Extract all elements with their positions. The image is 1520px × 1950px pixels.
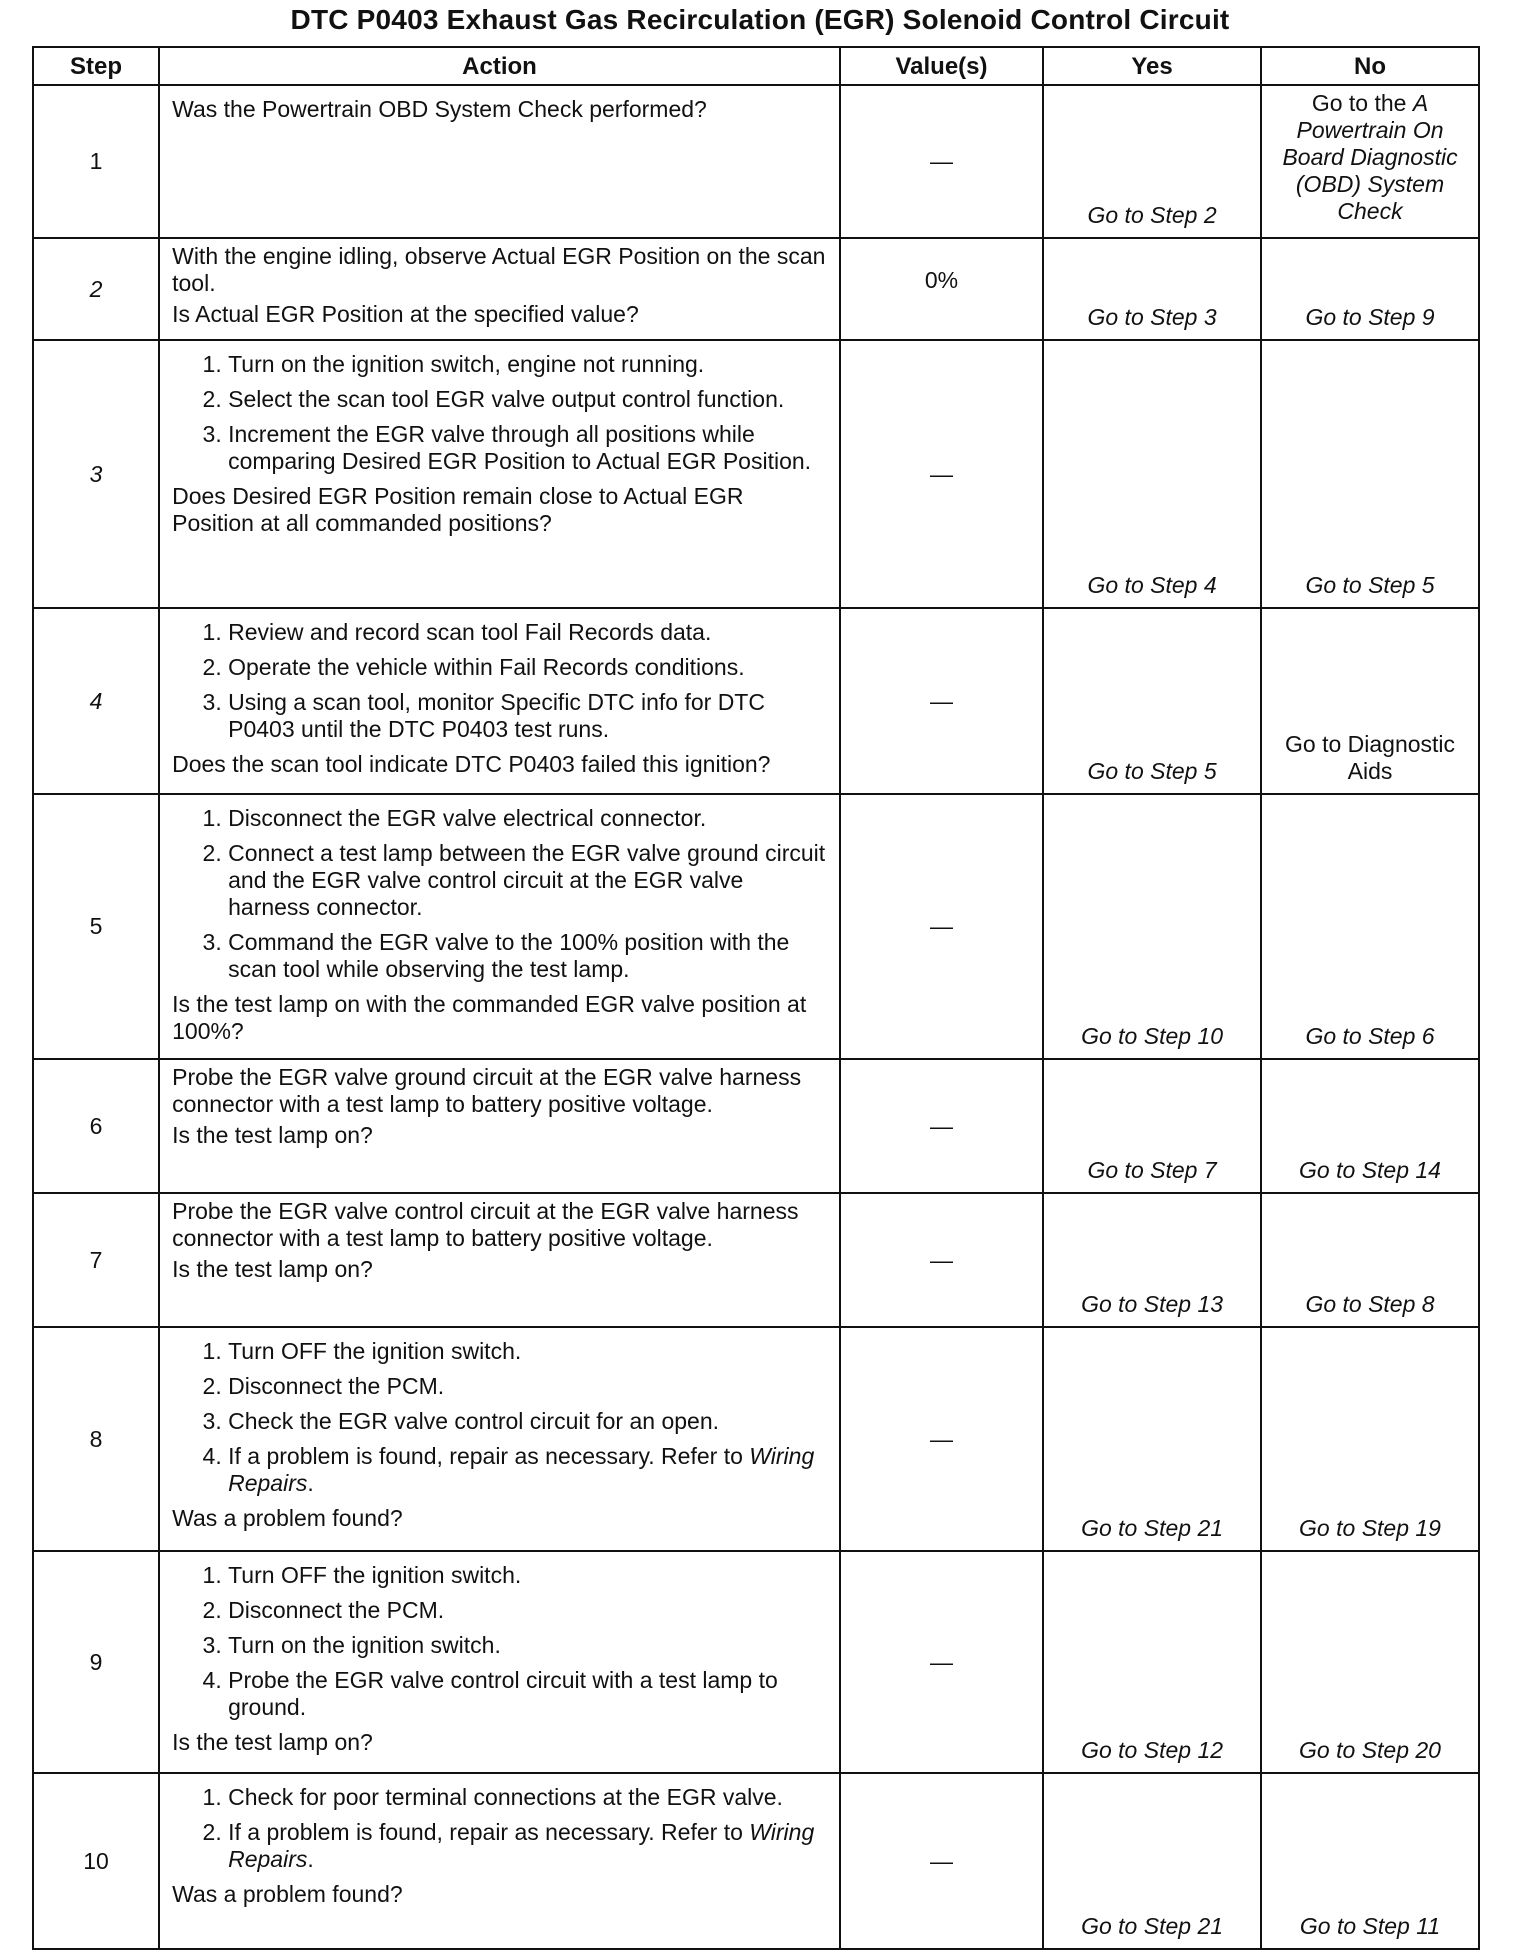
value-cell: 0%: [840, 238, 1043, 340]
step-number: 5: [33, 794, 159, 1059]
action-question: Is the test lamp on with the commanded EGR valve position at 100%?: [172, 991, 807, 1044]
no-link: A Powertrain On Board Diagnostic (OBD) System Check: [1282, 90, 1458, 224]
header-no: No: [1261, 47, 1479, 85]
list-item: 3. Increment the EGR valve through all positions while comparing Desired EGR Position to Actual EGR Position.: [228, 421, 829, 475]
list-item: 2. If a problem is found, repair as necessary. Refer to Wiring Repairs.: [228, 1819, 829, 1873]
action-cell: [159, 1773, 840, 1949]
value-cell: —: [840, 340, 1043, 608]
header-yes: Yes: [1043, 47, 1261, 85]
header-values: Value(s): [840, 47, 1043, 85]
value-cell: —: [840, 608, 1043, 794]
action-cell: [159, 340, 840, 608]
list-item: 1. Turn on the ignition switch, engine not running.: [228, 351, 829, 378]
no-cell: Go to Step 5: [1261, 340, 1479, 608]
action-cell: [159, 1327, 840, 1551]
action-question: Is the test lamp on?: [172, 1122, 373, 1148]
step-number: 7: [33, 1193, 159, 1327]
action-question: Is Actual EGR Position at the specified value?: [172, 301, 639, 327]
table-row: [33, 85, 1479, 238]
table-row: [33, 238, 1479, 340]
page-title: DTC P0403 Exhaust Gas Recirculation (EGR) Solenoid Control Circuit: [290, 4, 1230, 35]
step-number: 3: [33, 340, 159, 608]
yes-cell: Go to Step 3: [1043, 238, 1261, 340]
step-number: 9: [33, 1551, 159, 1773]
table-row: [33, 1059, 1479, 1193]
step-number: 4: [33, 608, 159, 794]
action-question: Does Desired EGR Position remain close to Actual EGR Position at all commanded positions?: [172, 483, 744, 536]
action-steps: [172, 805, 829, 983]
action-intro: Probe the EGR valve ground circuit at the EGR valve harness connector with a test lamp to battery positive voltage.: [172, 1064, 802, 1117]
list-item: 1. Check for poor terminal connections at the EGR valve.: [228, 1784, 829, 1811]
action-cell: [159, 238, 840, 340]
list-item: 4. Probe the EGR valve control circuit with a test lamp to ground.: [228, 1667, 829, 1721]
action-question: Was a problem found?: [172, 1505, 403, 1531]
yes-cell: Go to Step 4: [1043, 340, 1261, 608]
item-text: If a problem is found, repair as necessary. Refer to: [228, 1819, 750, 1845]
value-cell: —: [840, 85, 1043, 238]
value-cell: —: [840, 1773, 1043, 1949]
action-cell: [159, 1059, 840, 1193]
yes-cell: Go to Step 10: [1043, 794, 1261, 1059]
no-prefix: Go to the: [1311, 90, 1413, 116]
list-item: 3. Check the EGR valve control circuit for an open.: [228, 1408, 829, 1435]
action-steps: [172, 1784, 829, 1873]
table-row: [33, 608, 1479, 794]
action-steps: [172, 351, 829, 475]
list-item: 1. Disconnect the EGR valve electrical connector.: [228, 805, 829, 832]
no-cell: Go to Step 14: [1261, 1059, 1479, 1193]
yes-cell: Go to Step 13: [1043, 1193, 1261, 1327]
value-cell: —: [840, 794, 1043, 1059]
table-row: [33, 1551, 1479, 1773]
action-cell: [159, 608, 840, 794]
item-text: If a problem is found, repair as necessary. Refer to: [228, 1443, 750, 1469]
table-row: [33, 1193, 1479, 1327]
no-cell: Go to Step 20: [1261, 1551, 1479, 1773]
list-item: 2. Select the scan tool EGR valve output control function.: [228, 386, 829, 413]
wiring-repairs-reference: Wiring Repairs: [228, 1443, 815, 1496]
list-item: 1. Review and record scan tool Fail Records data.: [228, 619, 829, 646]
action-steps: [172, 1562, 829, 1721]
no-cell: Go to Step 6: [1261, 794, 1479, 1059]
action-steps: [172, 1338, 829, 1497]
no-cell: [1261, 85, 1479, 238]
value-cell: —: [840, 1551, 1043, 1773]
step-number: 10: [33, 1773, 159, 1949]
list-item: 3. Command the EGR valve to the 100% position with the scan tool while observing the test lamp.: [228, 929, 829, 983]
step-number: 6: [33, 1059, 159, 1193]
yes-cell: Go to Step 7: [1043, 1059, 1261, 1193]
action-cell: [159, 1193, 840, 1327]
value-cell: —: [840, 1193, 1043, 1327]
action-cell: [159, 1551, 840, 1773]
action-question: Does the scan tool indicate DTC P0403 failed this ignition?: [172, 751, 771, 777]
list-item: 2. Disconnect the PCM.: [228, 1597, 829, 1624]
value-cell: —: [840, 1059, 1043, 1193]
action-question: Was the Powertrain OBD System Check performed?: [172, 96, 707, 122]
list-item: 2. Operate the vehicle within Fail Records conditions.: [228, 654, 829, 681]
list-item: 2. Connect a test lamp between the EGR valve ground circuit and the EGR valve control circuit at the EGR valve harness connector.: [228, 840, 829, 921]
no-cell: Go to Step 9: [1261, 238, 1479, 340]
step-number: 2: [33, 238, 159, 340]
wiring-repairs-reference: Wiring Repairs: [228, 1819, 815, 1872]
action-question: Was a problem found?: [172, 1881, 403, 1907]
no-cell: Go to Diagnostic Aids: [1261, 608, 1479, 794]
action-question: Is the test lamp on?: [172, 1729, 373, 1755]
yes-cell: Go to Step 21: [1043, 1773, 1261, 1949]
step-number: 1: [33, 85, 159, 238]
action-question: Is the test lamp on?: [172, 1256, 373, 1282]
value-cell: —: [840, 1327, 1043, 1551]
table-row: [33, 340, 1479, 608]
list-item: 2. Disconnect the PCM.: [228, 1373, 829, 1400]
step-number: 8: [33, 1327, 159, 1551]
list-item: 3. Turn on the ignition switch.: [228, 1632, 829, 1659]
action-cell: [159, 85, 840, 238]
header-step: Step: [33, 47, 159, 85]
no-cell: Go to Step 19: [1261, 1327, 1479, 1551]
table-row: [33, 1773, 1479, 1949]
diagnostic-table: [32, 46, 1480, 1950]
yes-cell: Go to Step 21: [1043, 1327, 1261, 1551]
list-item: 4. If a problem is found, repair as necessary. Refer to Wiring Repairs.: [228, 1443, 829, 1497]
table-header-row: [33, 47, 1479, 85]
action-cell: [159, 794, 840, 1059]
header-action: Action: [159, 47, 840, 85]
action-intro: Probe the EGR valve control circuit at the EGR valve harness connector with a test lamp to battery positive voltage.: [172, 1198, 799, 1251]
table-row: [33, 794, 1479, 1059]
list-item: 1. Turn OFF the ignition switch.: [228, 1338, 829, 1365]
no-cell: Go to Step 11: [1261, 1773, 1479, 1949]
list-item: 1. Turn OFF the ignition switch.: [228, 1562, 829, 1589]
yes-cell: Go to Step 5: [1043, 608, 1261, 794]
table-row: [33, 1327, 1479, 1551]
no-cell: Go to Step 8: [1261, 1193, 1479, 1327]
list-item: 3. Using a scan tool, monitor Specific DTC info for DTC P0403 until the DTC P0403 test runs.: [228, 689, 829, 743]
yes-cell: Go to Step 12: [1043, 1551, 1261, 1773]
yes-cell: Go to Step 2: [1043, 85, 1261, 238]
action-intro: With the engine idling, observe Actual EGR Position on the scan tool.: [172, 243, 826, 296]
action-steps: [172, 619, 829, 743]
